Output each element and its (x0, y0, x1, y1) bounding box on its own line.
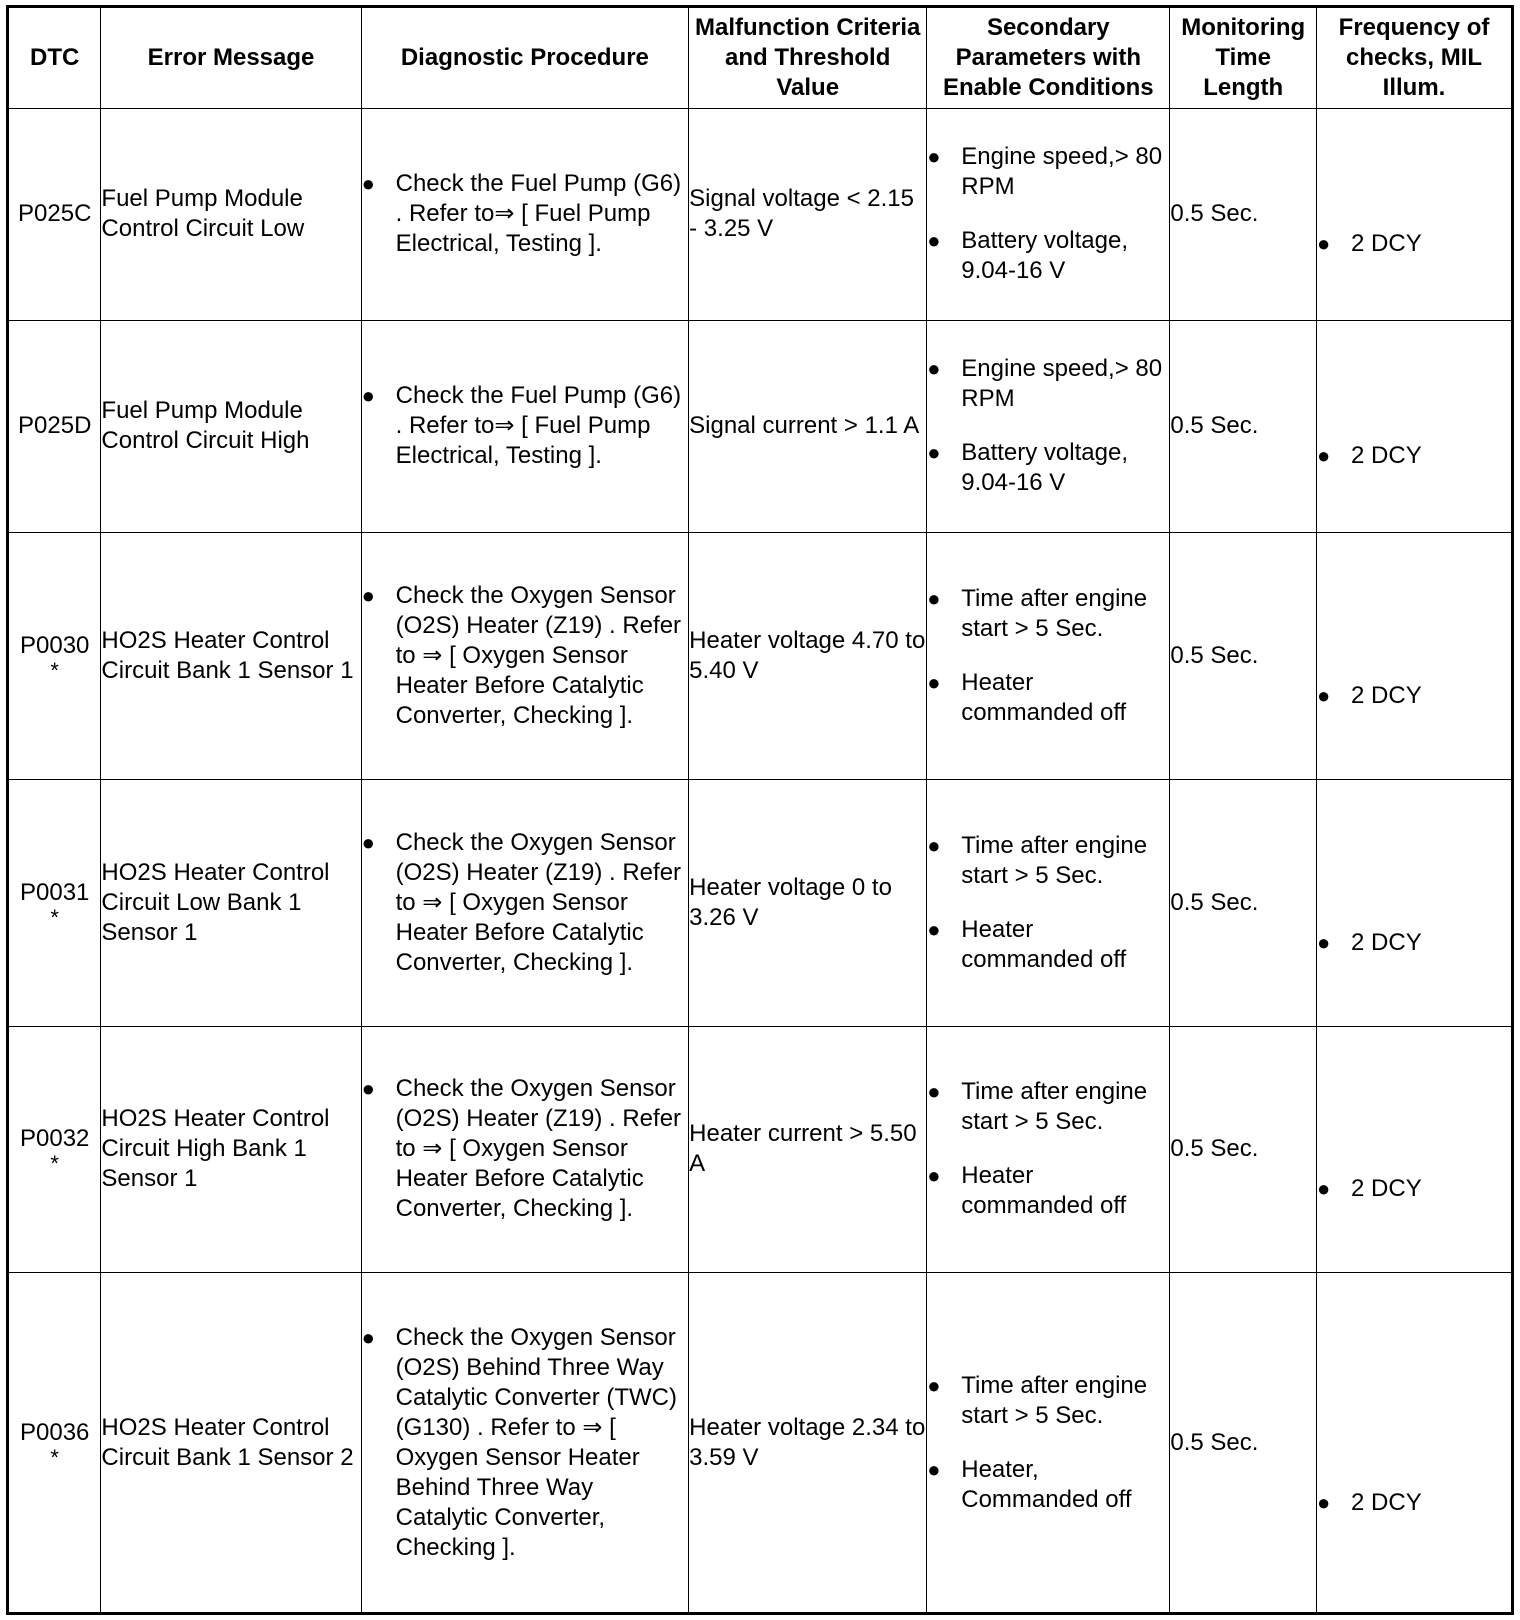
frequency-value: 2 DCY (1351, 928, 1422, 956)
malfunction-criteria-cell: Heater voltage 0 to 3.26 V (689, 779, 927, 1026)
procedure-text: Check the Fuel Pump (G6) . Refer to⇒ [ Fuel Pump Electrical, Testing ]. (395, 170, 682, 258)
table-row (8, 779, 1513, 1026)
bullet-icon: ● (361, 829, 375, 855)
bullet-icon: ● (927, 916, 941, 942)
secondary-parameters-cell (927, 1273, 1170, 1614)
secondary-parameters-cell (927, 533, 1170, 780)
monitoring-time-cell: 0.5 Sec. (1170, 320, 1317, 533)
secondary-condition: Time after engine start > 5 Sec. (961, 1371, 1148, 1429)
dtc-footnote-mark: * (50, 658, 59, 684)
frequency-value: 2 DCY (1351, 1488, 1422, 1516)
secondary-condition: Battery voltage, 9.04-16 V (961, 439, 1128, 497)
header-monitoring-time: Monitoring Time Length (1170, 7, 1317, 109)
dtc-code: P025C (18, 200, 92, 228)
secondary-condition: Time after engine start > 5 Sec. (961, 585, 1148, 643)
monitoring-time-cell: 0.5 Sec. (1170, 533, 1317, 780)
frequency-value: 2 DCY (1351, 230, 1422, 258)
bullet-icon: ● (927, 440, 941, 466)
malfunction-criteria-cell: Heater voltage 2.34 to 3.59 V (689, 1273, 927, 1614)
bullet-icon: ● (927, 144, 941, 170)
procedure-text: Check the Oxygen Sensor (O2S) Heater (Z19) . Refer to ⇒ [ Oxygen Sensor Heater Before Catalytic Converter, Checking ]. (395, 1075, 682, 1223)
diagnostic-procedure-cell (361, 109, 689, 321)
frequency-cell (1317, 109, 1513, 321)
error-message-cell: HO2S Heater Control Circuit Bank 1 Sensor 2 (101, 1273, 361, 1614)
header-error-message: Error Message (101, 7, 361, 109)
secondary-condition: Heater, Commanded off (961, 1455, 1132, 1513)
bullet-icon: ● (927, 586, 941, 612)
bullet-icon: ● (927, 1372, 941, 1398)
dtc-code: P0031 (20, 878, 90, 906)
procedure-text: Check the Fuel Pump (G6) . Refer to⇒ [ Fuel Pump Electrical, Testing ]. (395, 382, 682, 470)
error-message-cell: HO2S Heater Control Circuit Bank 1 Sensor 1 (101, 533, 361, 780)
dtc-cell (8, 1273, 101, 1614)
header-diagnostic-procedure: Diagnostic Procedure (361, 7, 689, 109)
secondary-parameters-cell (927, 779, 1170, 1026)
monitoring-time-cell: 0.5 Sec. (1170, 779, 1317, 1026)
table-row (8, 1026, 1513, 1273)
frequency-bullet-item (1317, 681, 1511, 711)
dtc-code: P0032 (20, 1125, 90, 1153)
frequency-cell (1317, 1026, 1513, 1273)
secondary-condition: Engine speed,> 80 RPM (961, 355, 1163, 413)
bullet-icon: ● (927, 1079, 941, 1105)
frequency-cell (1317, 533, 1513, 780)
secondary-condition: Heater commanded off (961, 669, 1127, 727)
frequency-cell (1317, 1273, 1513, 1614)
frequency-value: 2 DCY (1351, 682, 1422, 710)
dtc-table (6, 5, 1514, 1615)
dtc-cell (8, 1026, 101, 1273)
secondary-condition: Time after engine start > 5 Sec. (961, 831, 1148, 889)
frequency-bullet-item (1317, 1174, 1511, 1204)
malfunction-criteria-cell: Signal voltage < 2.15 - 3.25 V (689, 109, 927, 321)
frequency-cell (1317, 779, 1513, 1026)
secondary-condition: Heater commanded off (961, 915, 1127, 973)
bullet-icon: ● (1317, 443, 1331, 469)
secondary-bullet-item (927, 668, 1169, 728)
dtc-footnote-mark: * (50, 904, 59, 930)
bullet-icon: ● (927, 356, 941, 382)
bullet-icon: ● (361, 1324, 375, 1350)
table-row (8, 109, 1513, 321)
secondary-bullet-item (927, 915, 1169, 975)
bullet-icon: ● (361, 1076, 375, 1102)
bullet-icon: ● (1317, 1176, 1331, 1202)
diagnostic-procedure-cell (361, 1026, 689, 1273)
bullet-icon: ● (361, 171, 375, 197)
dtc-code: P025D (18, 412, 92, 440)
secondary-condition: Heater commanded off (961, 1162, 1127, 1220)
secondary-bullet-item (927, 226, 1169, 286)
secondary-bullet-item (927, 1077, 1169, 1137)
frequency-bullet-item (1317, 928, 1511, 958)
secondary-condition: Battery voltage, 9.04-16 V (961, 227, 1128, 285)
procedure-bullet-item (362, 581, 689, 731)
dtc-cell (8, 533, 101, 780)
dtc-cell (8, 320, 101, 533)
procedure-bullet-item (362, 828, 689, 978)
frequency-bullet-item (1317, 441, 1511, 471)
secondary-parameters-cell (927, 1026, 1170, 1273)
frequency-value: 2 DCY (1351, 442, 1422, 470)
table-row (8, 320, 1513, 533)
diagnostic-procedure-cell (361, 1273, 689, 1614)
bullet-icon: ● (1317, 929, 1331, 955)
secondary-parameters-cell (927, 320, 1170, 533)
diagnostic-procedure-cell (361, 779, 689, 1026)
malfunction-criteria-cell: Heater voltage 4.70 to 5.40 V (689, 533, 927, 780)
secondary-bullet-item (927, 1161, 1169, 1221)
bullet-icon: ● (361, 383, 375, 409)
secondary-bullet-item (927, 1371, 1169, 1431)
secondary-bullet-item (927, 831, 1169, 891)
procedure-bullet-item (362, 381, 689, 471)
frequency-bullet-item (1317, 229, 1511, 259)
header-frequency: Frequency of checks, MIL Illum. (1317, 7, 1513, 109)
error-message-cell: HO2S Heater Control Circuit Low Bank 1 Sensor 1 (101, 779, 361, 1026)
table-row (8, 533, 1513, 780)
procedure-text: Check the Oxygen Sensor (O2S) Behind Three Way Catalytic Converter (TWC) (G130) . Refer to ⇒ [ Oxygen Sensor Heater Behind Three Way Catalytic Converter, Checking ]. (395, 1323, 677, 1561)
dtc-footnote-mark: * (50, 1151, 59, 1177)
diagnostic-procedure-cell (361, 320, 689, 533)
dtc-table-body (8, 109, 1513, 1614)
secondary-parameters-cell (927, 109, 1170, 321)
secondary-condition: Time after engine start > 5 Sec. (961, 1078, 1148, 1136)
dtc-cell (8, 109, 101, 321)
header-secondary-parameters: Secondary Parameters with Enable Conditions (927, 7, 1170, 109)
bullet-icon: ● (1317, 231, 1331, 257)
procedure-text: Check the Oxygen Sensor (O2S) Heater (Z19) . Refer to ⇒ [ Oxygen Sensor Heater Before Catalytic Converter, Checking ]. (395, 828, 682, 976)
header-dtc: DTC (8, 7, 101, 109)
monitoring-time-cell: 0.5 Sec. (1170, 109, 1317, 321)
bullet-icon: ● (927, 670, 941, 696)
header-malfunction-criteria: Malfunction Criteria and Threshold Value (689, 7, 927, 109)
malfunction-criteria-cell: Signal current > 1.1 A (689, 320, 927, 533)
dtc-code: P0030 (20, 632, 90, 660)
error-message-cell: Fuel Pump Module Control Circuit Low (101, 109, 361, 321)
bullet-icon: ● (927, 228, 941, 254)
secondary-bullet-item (927, 1455, 1169, 1515)
procedure-text: Check the Oxygen Sensor (O2S) Heater (Z19) . Refer to ⇒ [ Oxygen Sensor Heater Before Catalytic Converter, Checking ]. (395, 582, 682, 730)
frequency-bullet-item (1317, 1488, 1511, 1518)
dtc-cell (8, 779, 101, 1026)
procedure-bullet-item (362, 1074, 689, 1224)
secondary-condition: Engine speed,> 80 RPM (961, 143, 1163, 201)
dtc-footnote-mark: * (50, 1444, 59, 1470)
bullet-icon: ● (927, 1163, 941, 1189)
secondary-bullet-item (927, 584, 1169, 644)
malfunction-criteria-cell: Heater current > 5.50 A (689, 1026, 927, 1273)
monitoring-time-cell: 0.5 Sec. (1170, 1273, 1317, 1614)
frequency-cell (1317, 320, 1513, 533)
error-message-cell: Fuel Pump Module Control Circuit High (101, 320, 361, 533)
secondary-bullet-item (927, 438, 1169, 498)
procedure-bullet-item (362, 1323, 689, 1563)
bullet-icon: ● (361, 583, 375, 609)
diagnostic-procedure-cell (361, 533, 689, 780)
error-message-cell: HO2S Heater Control Circuit High Bank 1 Sensor 1 (101, 1026, 361, 1273)
bullet-icon: ● (927, 832, 941, 858)
monitoring-time-cell: 0.5 Sec. (1170, 1026, 1317, 1273)
secondary-bullet-item (927, 142, 1169, 202)
table-row (8, 1273, 1513, 1614)
dtc-code: P0036 (20, 1418, 90, 1446)
bullet-icon: ● (1317, 683, 1331, 709)
bullet-icon: ● (1317, 1489, 1331, 1515)
secondary-bullet-item (927, 354, 1169, 414)
frequency-value: 2 DCY (1351, 1175, 1422, 1203)
bullet-icon: ● (927, 1456, 941, 1482)
header-row (8, 7, 1513, 109)
procedure-bullet-item (362, 169, 689, 259)
